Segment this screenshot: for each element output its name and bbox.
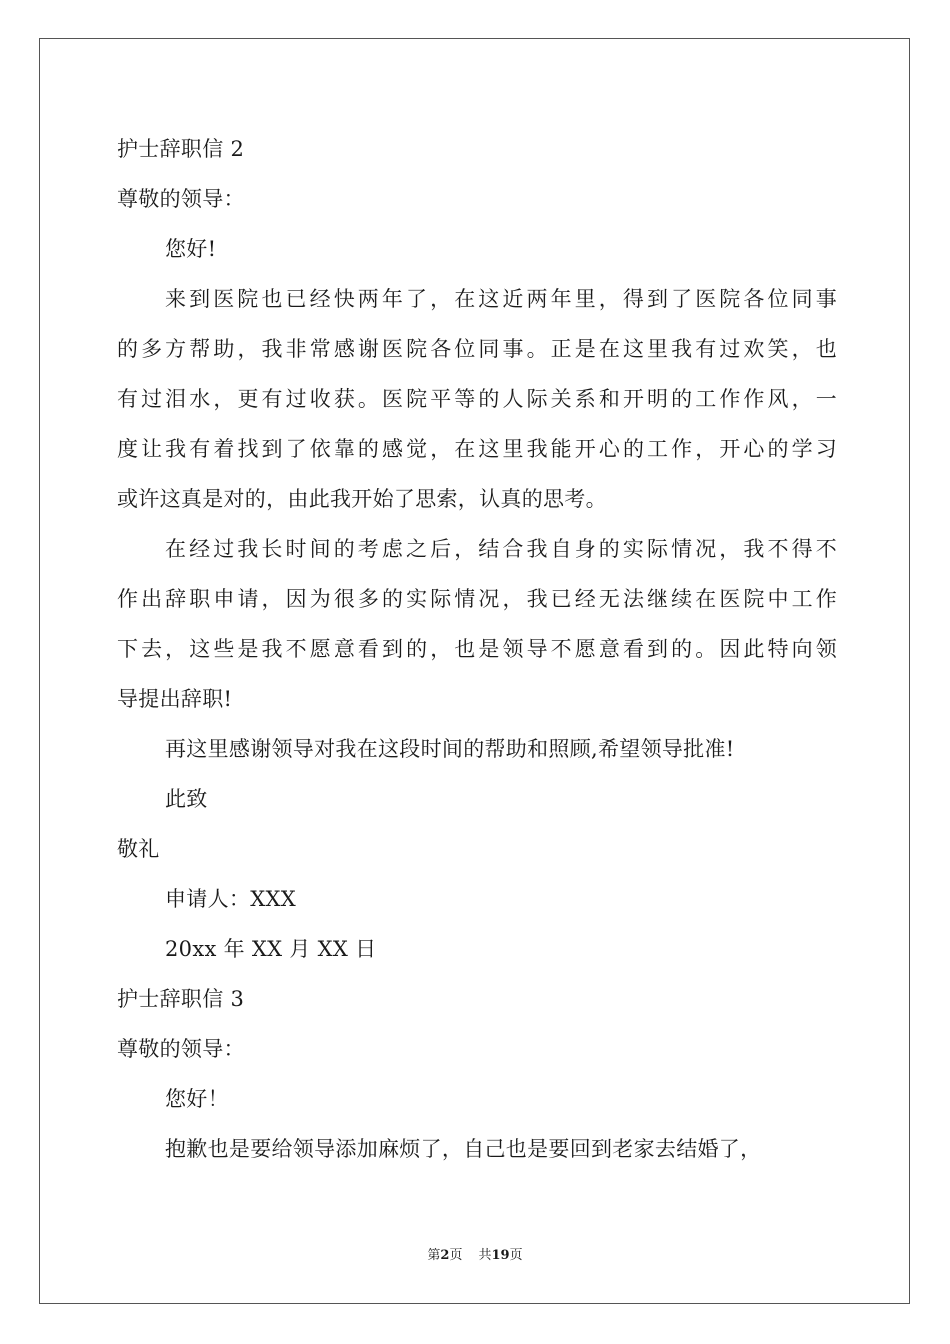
paragraph-line: 或许这真是对的，由此我开始了思索，认真的思考。 xyxy=(117,487,607,511)
paragraph-line: 来到医院也已经快两年了，在这近两年里，得到了医院各位同事 xyxy=(165,287,837,311)
total-pages: 19 xyxy=(491,1248,510,1263)
greeting: 您好! xyxy=(165,237,217,261)
paragraph-line: 作出辞职申请，因为很多的实际情况，我已经无法继续在医院中工作 xyxy=(117,587,837,611)
paragraph-line: 度让我有着找到了依靠的感觉，在这里我能开心的工作，开心的学习 xyxy=(117,437,837,461)
paragraph-line: 抱歉也是要给领导添加麻烦了，自己也是要回到老家去结婚了， xyxy=(165,1137,762,1161)
salutation: 尊敬的领导： xyxy=(117,1037,245,1061)
letter-title-2: 护士辞职信 2 xyxy=(117,137,245,161)
salutation: 尊敬的领导： xyxy=(117,187,245,211)
date: 20xx 年 XX 月 XX 日 xyxy=(165,937,377,961)
greeting: 您好！ xyxy=(165,1087,229,1111)
page-prefix: 第 xyxy=(427,1248,441,1263)
page-footer xyxy=(0,1248,950,1264)
page-border xyxy=(39,38,910,1304)
paragraph-line: 有过泪水，更有过收获。医院平等的人际关系和开明的工作作风，一 xyxy=(117,387,837,411)
closing-phrase: 此致 xyxy=(165,787,208,811)
paragraph-line: 在经过我长时间的考虑之后，结合我自身的实际情况，我不得不 xyxy=(165,537,837,561)
page-number: 2 xyxy=(440,1248,450,1263)
paragraph-line: 下去，这些是我不愿意看到的，也是领导不愿意看到的。因此特向领 xyxy=(117,637,837,661)
closing-salute: 敬礼 xyxy=(117,837,160,861)
applicant: 申请人：XXX xyxy=(165,887,296,911)
letter-title-3: 护士辞职信 3 xyxy=(117,987,245,1011)
page-suffix: 页 xyxy=(449,1248,463,1263)
total-prefix: 共 xyxy=(478,1248,492,1263)
paragraph-line: 再这里感谢领导对我在这段时间的帮助和照顾,希望领导批准! xyxy=(165,737,735,761)
paragraph-line: 的多方帮助，我非常感谢医院各位同事。正是在这里我有过欢笑，也 xyxy=(117,337,837,361)
paragraph-line: 导提出辞职! xyxy=(117,687,233,711)
total-suffix: 页 xyxy=(509,1248,523,1263)
